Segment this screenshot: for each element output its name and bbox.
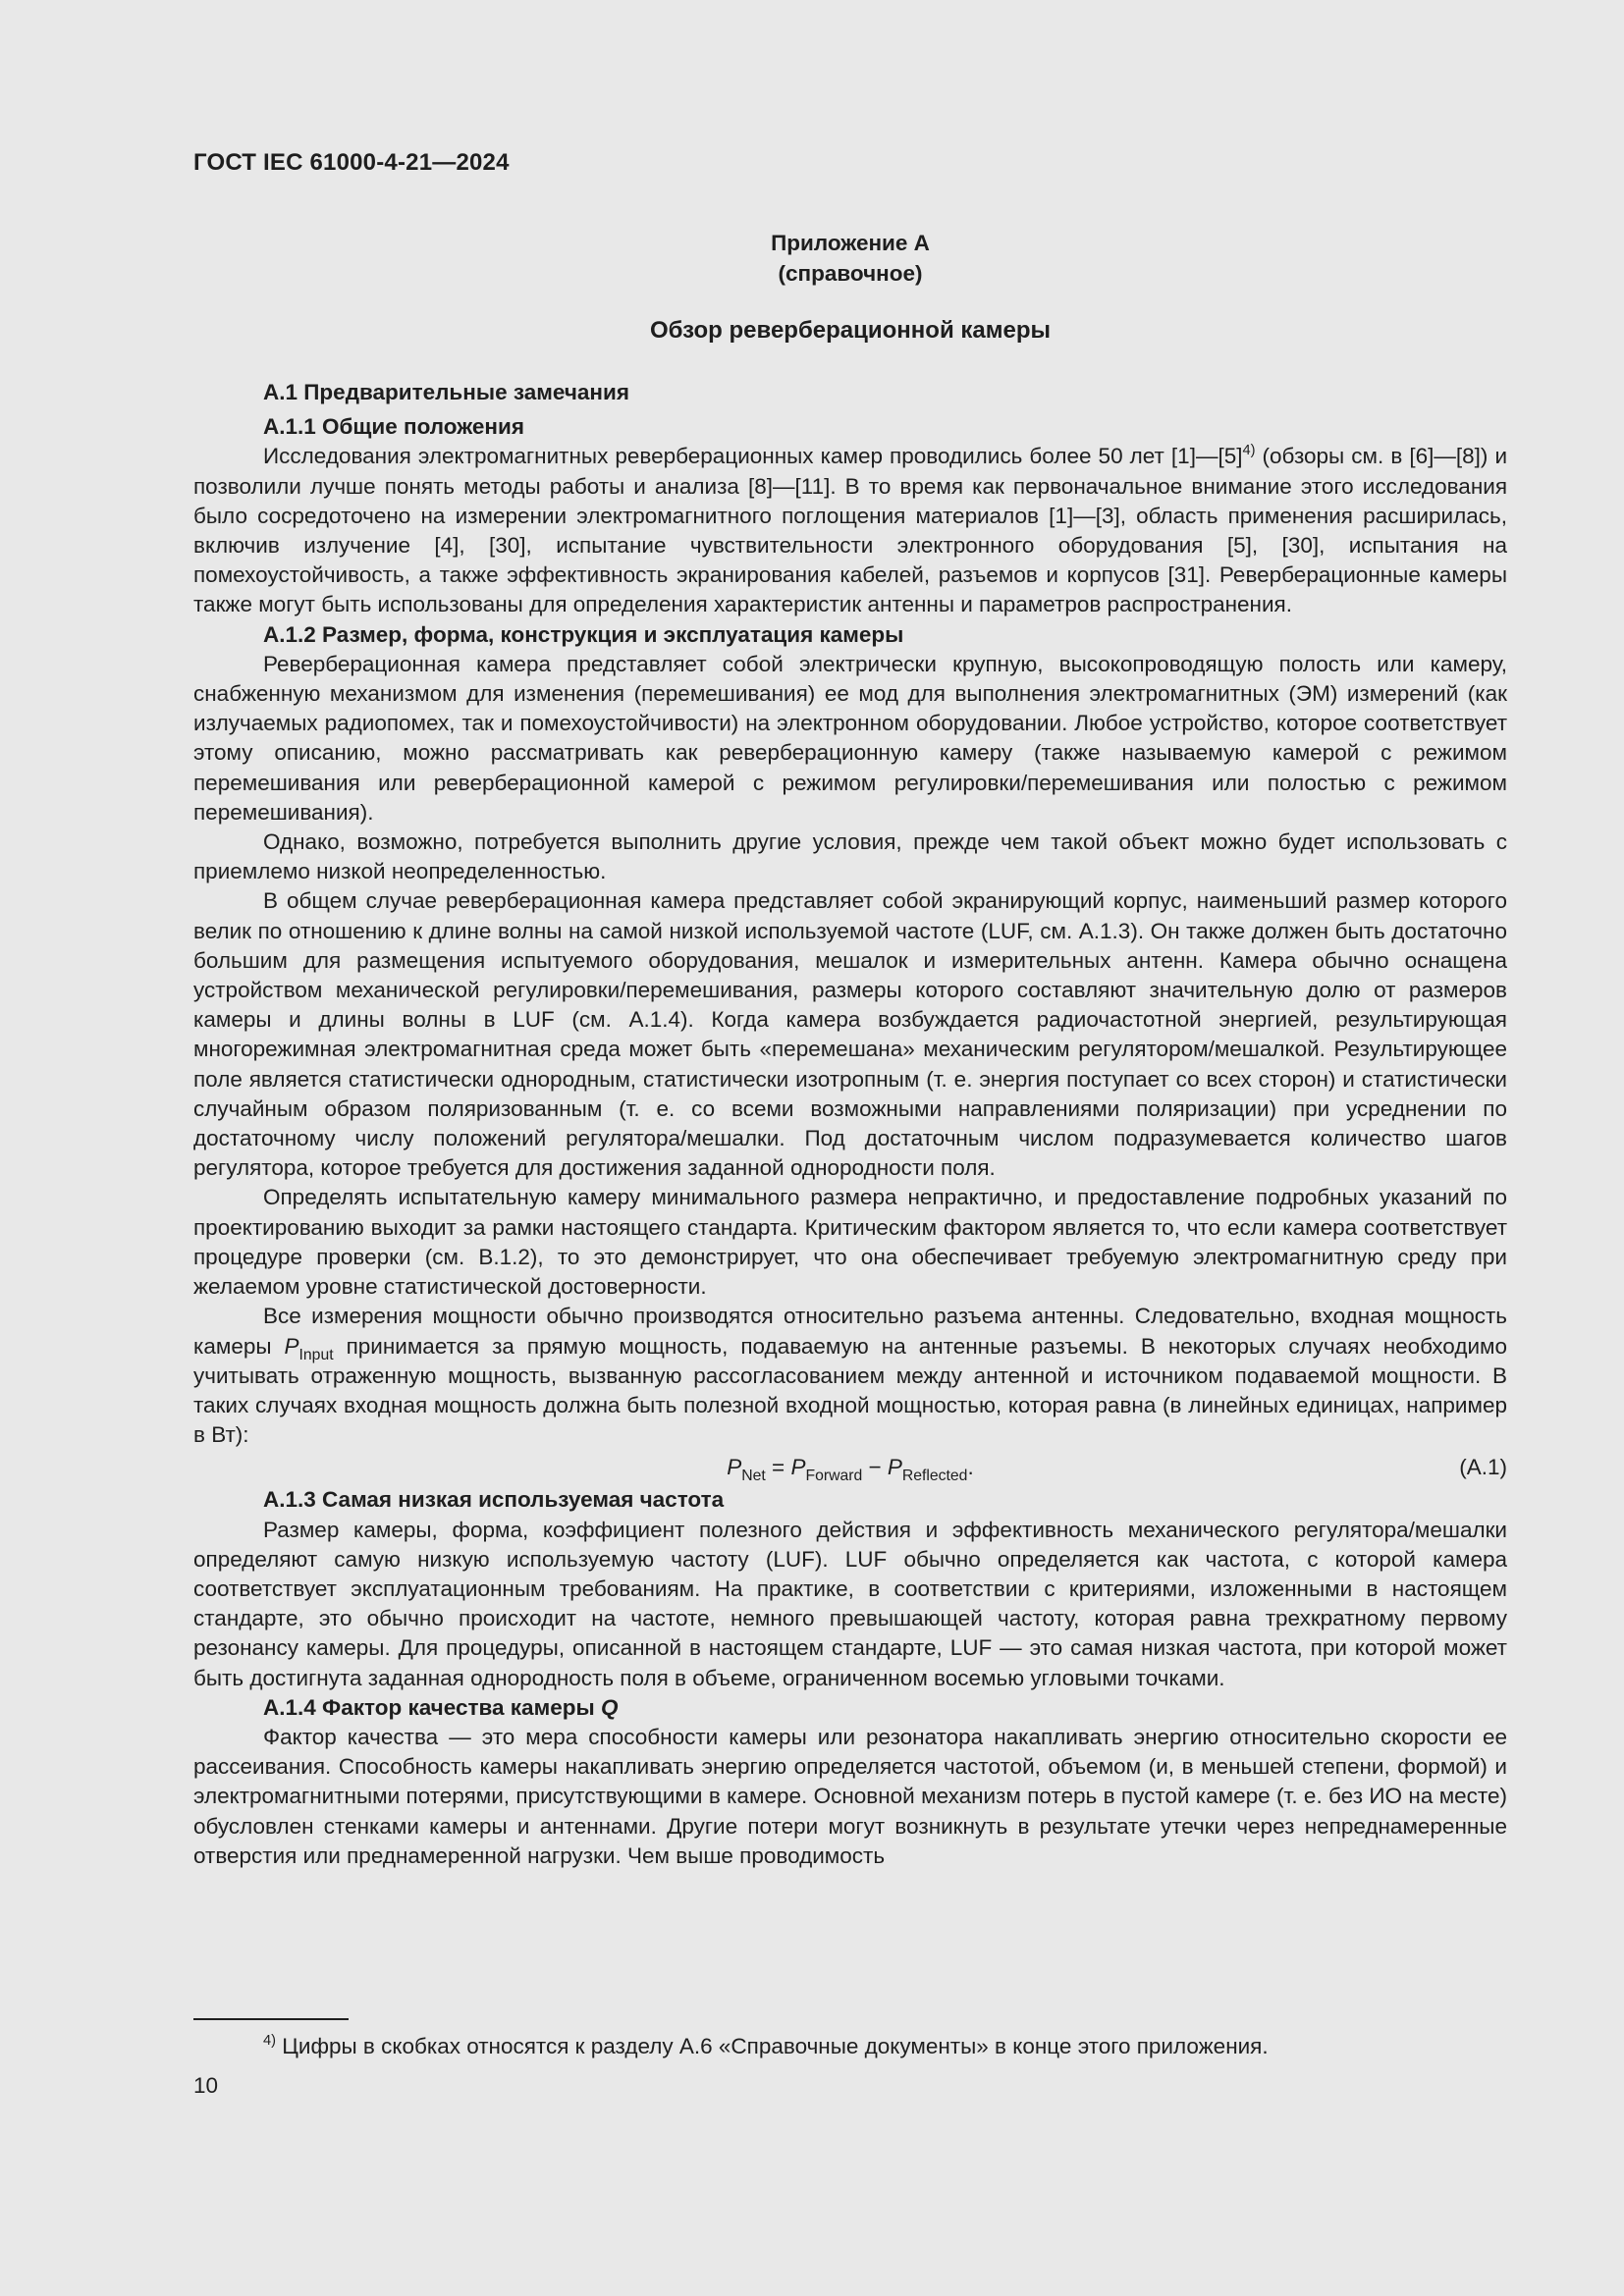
- annex-type: (справочное): [778, 261, 923, 286]
- section-heading-a12: А.1.2 Размер, форма, конструкция и эксплуатация камеры: [263, 621, 904, 647]
- section-heading-a1: А.1 Предварительные замечания: [263, 380, 629, 404]
- equation-a1: [193, 1450, 1507, 1485]
- page-number: 10: [193, 2073, 219, 2098]
- paragraph-a14-1: Фактор качества — это мера способности камеры или резонатора накапливать энергию относительно скорости ее рассеивания. Способность камеры накапливать энергию определяется частотой, объемом (и, в меньшей степени, формой) и электромагнитными потерями, присутствующими в камере. Основной механизм потерь в пустой камере (т. е. без ИО на месте) обусловлен стенками камеры и антеннами. Другие потери могут возникнуть в результате утечки через непреднамеренные отверстия или преднамеренной нагрузки. Чем выше проводимость: [193, 1724, 1507, 1868]
- paragraph-a13-1: Размер камеры, форма, коэффициент полезного действия и эффективность механического регулятора/мешалки определяют самую низкую используемую частоту (LUF). LUF обычно определяется как частота, с которой камера соответствует эксплуатационным требованиям. На практике, в соответствии с критериями, изложенными в настоящем стандарте, это обычно происходит на частоте, немного превышающей частоту, которая равна трехкратному первому резонансу камеры. Для процедуры, описанной в настоящем стандарте, LUF — это самая низкая частота, при которой может быть достигнута заданная однородность поля в объеме, ограниченном восемью угловыми точками.: [193, 1517, 1507, 1690]
- paragraph-a12-1: Реверберационная камера представляет собой электрически крупную, высокопроводящую полость или камеру, снабженную механизмом для изменения (перемешивания) ее мод для выполнения электромагнитных (ЭМ) измерений (как излучаемых радиопомех, так и помехоустойчивости) на электронном оборудовании. Любое устройство, которое соответствует этому описанию, можно рассматривать как реверберационную камеру (также называемую камерой с режимом перемешивания или реверберационной камерой с режимом регулировки/перемешивания или полостью с режимом перемешивания).: [193, 651, 1507, 825]
- document-body: [193, 378, 1507, 1871]
- standard-header: ГОСТ IEC 61000-4-21—2024: [193, 149, 510, 176]
- footnote-mark: 4): [263, 2033, 276, 2049]
- section-heading-a11: А.1.1 Общие положения: [263, 414, 524, 440]
- annex-label-block: [193, 228, 1507, 289]
- section-heading-a14: А.1.4 Фактор качества камеры Q: [263, 1694, 619, 1720]
- paragraph-a12-4: Определять испытательную камеру минимального размера непрактично, и предоставление подробных указаний по проектированию выходит за рамки настоящего стандарта. Критическим фактором является то, что если камера соответствует процедуре проверки (см. В.1.2), то это демонстрирует, что она обеспечивает требуемую электромагнитную среду при желаемом уровне статистической достоверности.: [193, 1185, 1507, 1300]
- annex-label: Приложение А: [771, 231, 930, 255]
- paragraph-a11-1: Исследования электромагнитных реверберационных камер проводились более 50 лет $[1]—[5]^{4)}$ (обзоры см. в [6]—[8]) и позволили лучше понять методы работы и анализа [8]—[11]. В то время как первоначальное внимание этого исследования было сосредоточено на измерении электромагнитного поглощения материалов [1]—[3], область применения расширилась, включив излучение [4], [30], испытание чувствительности электронного оборудования [5], [30], испытания на помехоустойчивость, а также эффективность экранирования кабелей, разъемов и корпусов [31]. Реверберационные камеры также могут быть использованы для определения характеристик антенны и параметров распространения.: [193, 443, 1508, 617]
- footnote-divider: [193, 2018, 349, 2020]
- footnote: $^{4)}$ Цифры в скобках относятся к разделу А.6 «Справочные документы» в конце этого приложения.: [263, 2033, 1269, 2058]
- paragraph-a12-2: Однако, возможно, потребуется выполнить другие условия, прежде чем такой объект можно будет использовать с приемлемо низкой неопределенностью.: [193, 829, 1507, 884]
- section-heading-a13: А.1.3 Самая низкая используемая частота: [263, 1487, 725, 1513]
- paragraph-a12-3: В общем случае реверберационная камера представляет собой экранирующий корпус, наименьший размер которого велик по отношению к длине волны на самой низкой используемой частоте (LUF, см. А.1.3). Он также должен быть достаточно большим для размещения испытуемого оборудования, мешалок и измерительных антенн. Камера обычно оснащена устройством механической регулировки/перемешивания, размеры которого составляют значительную долю от размеров камеры и длины волны в LUF (см. А.1.4). Когда камера возбуждается радиочастотной энергией, результирующая многорежимная электромагнитная среда может быть «перемешана» механическим регулятором/мешалкой. Результирующее поле является статистически однородным, статистически изотропным (т. е. энергия поступает со всех сторон) и статистически случайным образом поляризованным (т. е. со всеми возможными направлениями поляризации) при усреднении по достаточному числу положений регулятора/мешалки. Под достаточным числом подразумевается количество шагов регулятора, которое требуется для достижения заданной однородности поля.: [193, 888, 1507, 1181]
- paragraph-a12-5: Все измерения мощности обычно производятся относительно разъема антенны. Следовательно, входная мощность камеры $P_{Input}$ принимается за прямую мощность, подаваемую на антенные разъемы. В некоторых случаях необходимо учитывать отраженную мощность, вызванную рассогласованием между антенной и источником подаваемой мощности. В таких случаях входная мощность должна быть полезной входной мощностью, которая равна (в линейных единицах, например в Вт):: [193, 1304, 1507, 1448]
- equation-number: (А.1): [1459, 1455, 1507, 1480]
- equation-body: $P_{Net} = P_{Forward} - P_{Reflected}$.: [727, 1455, 974, 1485]
- footnote-ref: 4): [1242, 443, 1256, 459]
- annex-title: Обзор реверберационной камеры: [650, 317, 1051, 344]
